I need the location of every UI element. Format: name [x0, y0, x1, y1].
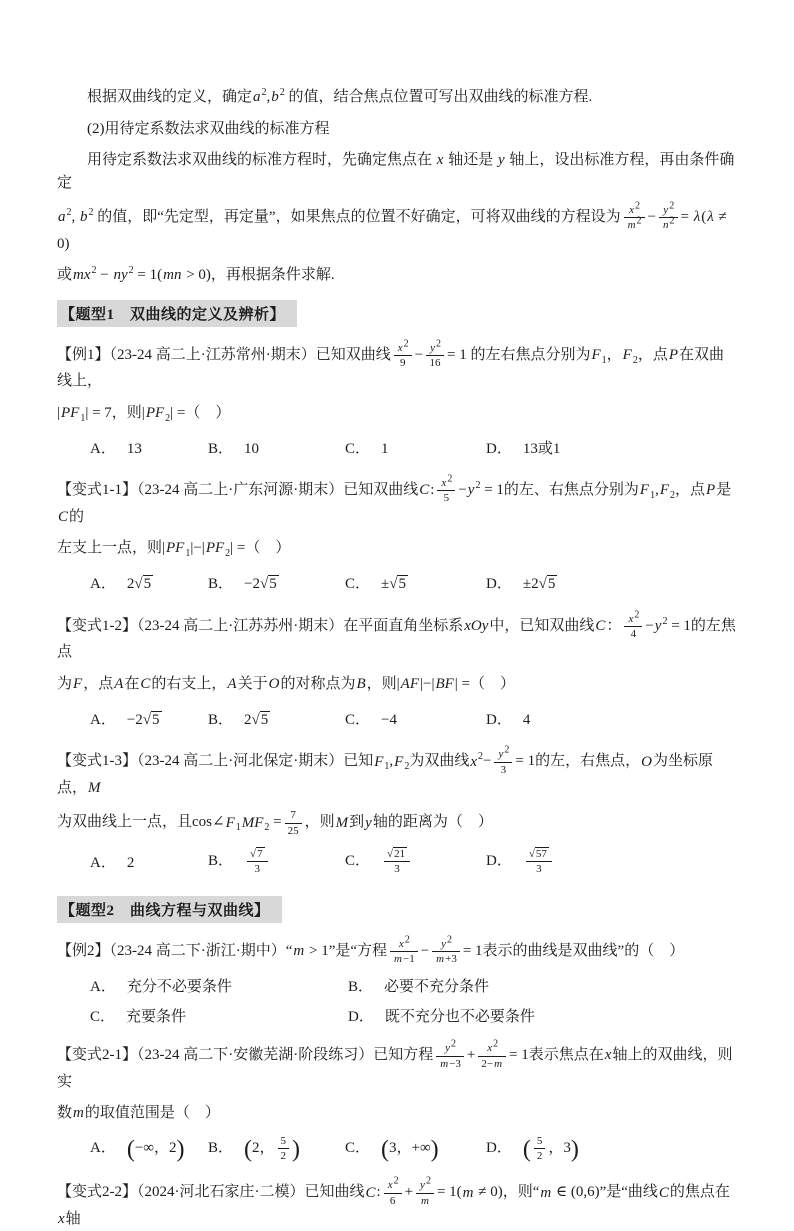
option-label: D． [486, 440, 512, 457]
variant-1-3-options [57, 847, 738, 877]
variant-1-3-option-B: B． $\frac{√7}{3}$ [208, 847, 345, 877]
intro-line-2: (2)用待定系数法求双曲线的标准方程 [87, 120, 330, 137]
variant-1-3-option-D: D． $\frac{√57}{3}$ [486, 847, 738, 877]
option-label: C． [90, 1009, 116, 1026]
variant-2-1-option-B: B． (2， $\frac{5}{2}$ ) [208, 1134, 301, 1163]
option-label: A． [90, 855, 116, 872]
example-1-option-A: A． 13 [90, 440, 142, 457]
option-label: C． [345, 440, 371, 457]
problem-example-1 [57, 337, 738, 462]
variant-2-1-option-C: C． (3，+∞) [345, 1136, 439, 1163]
variant-2-1-line-1: 【变式2-1】（23-24 高二下·安徽芜湖·阶段练习）已知方程 $\frac{y^2}{m-3}$ + $\frac{x^2}{2-m}$ = 1表示焦点在x轴上的双曲线，则实 [57, 1038, 733, 1090]
intro-section [57, 86, 738, 287]
variant-1-1-options [57, 569, 738, 597]
option-label: B． [208, 576, 234, 593]
section-2 [57, 892, 738, 1231]
variant-1-1-line-2: 左支上一点，则$|PF_1|-|PF_2|$ =（ ） [57, 540, 291, 560]
option-label: D． [486, 853, 512, 870]
option-label: B． [208, 1140, 234, 1157]
option-label: A． [90, 576, 116, 593]
problem-variant-2-1 [57, 1038, 738, 1163]
option-label: C． [345, 576, 371, 593]
section-1-problems [57, 337, 738, 877]
option-label: D． [486, 1140, 512, 1157]
option-label: A． [90, 711, 116, 728]
option-label: C． [345, 711, 371, 728]
example-2-option-B: B． 必要不充分条件 [348, 979, 490, 996]
option-label: C． [345, 853, 371, 870]
example-1-option-B: B． 10 [208, 440, 260, 457]
example-2-option-A: A． 充分不必要条件 [90, 979, 232, 996]
variant-2-1-line-2: 数m的取值范围是（ ） [57, 1105, 220, 1122]
section-2-problems [57, 934, 738, 1231]
variant-1-1-option-B: B． −2√5 [208, 576, 277, 593]
option-label: A． [90, 440, 116, 457]
problem-example-2 [57, 934, 738, 1027]
option-label: D． [486, 576, 512, 593]
variant-1-1-line-1: 【变式1-1】（23-24 高二上·广东河源·期末）已知双曲线C: $\frac{x^2}{5}$ $-y^2 = 1$的左、右焦点分别为$F_1,F_2$，点P是C的 [57, 473, 732, 525]
section-1 [57, 296, 738, 877]
variant-1-2-option-D: D． 4 [486, 711, 531, 728]
variant-1-3-line-2: 为双曲线上一点，且$\cos\angle F_1MF_2$ = $\frac{7}{25}$ ，则M到y轴的距离为（ ） [57, 809, 493, 837]
option-label: D． [348, 1009, 374, 1026]
variant-1-2-line-2: 为F，点A在C的右支上，A关于O的对称点为B，则|AF|−|BF| =（ ） [57, 675, 515, 692]
example-1-options [57, 433, 738, 461]
variant-1-2-option-A: A． −2√5 [90, 711, 160, 728]
intro-line-1: 根据双曲线的定义，确定$a^2,b^2$ 的值，结合焦点位置可写出双曲线的标准方程. [87, 87, 593, 105]
option-label: D． [486, 711, 512, 728]
example-1-line-2: $|PF_1| = 7$，则$|PF_2|$ =（ ） [57, 404, 231, 424]
problem-variant-2-2 [57, 1175, 738, 1230]
variant-1-1-option-A: A． 2√5 [90, 576, 152, 593]
example-1-option-C: C． 1 [345, 440, 389, 457]
option-label: C． [345, 1139, 371, 1156]
example-1-line-1: 【例1】（23-24 高二上·江苏常州·期末）已知双曲线 $\frac{x^2}{9}$ − $\frac{y^2}{16}$ = 1 的左右焦点分别为$F_1$，$F_2$，点P在双曲线上， [57, 337, 725, 390]
option-label: A． [90, 1139, 116, 1156]
option-label: B． [208, 853, 234, 870]
example-2-option-D: D． 既不充分也不必要条件 [348, 1009, 535, 1026]
intro-line-5: 或$mx^2 - ny^2 = 1(mn > 0)$，再根据条件求解. [57, 265, 335, 284]
option-label: B． [208, 440, 234, 457]
option-label: B． [348, 979, 374, 996]
variant-1-1-option-D: D． ±2√5 [486, 576, 556, 593]
variant-1-1-option-C: C． ±√5 [345, 576, 406, 593]
variant-2-2-line-1: 【变式2-2】（2024·河北石家庄·二模）已知曲线C: $\frac{x^2}{6}$ + $\frac{y^2}{m}$ = 1(m ≠ 0)，则“m ∈ (0,6)”是“曲线C的焦点在x轴 [57, 1175, 730, 1228]
variant-1-2-option-B: B． 2√5 [208, 711, 269, 728]
intro-line-4: $a^2$, $b^2$ 的值，即“先定型，再定量”，如果焦点的位置不好确定，可将双曲线的方程设为 $\frac{x^2}{m^2}$ − $\frac{y^2}{n^2}$ = λ(λ ≠ 0) [57, 200, 727, 252]
example-2-option-C: C． 充要条件 [90, 1009, 187, 1026]
variant-2-1-option-A: A． (−∞，2) [90, 1136, 185, 1163]
variant-2-1-options [57, 1134, 738, 1164]
section-1-header: 【题型1 双曲线的定义及辨析】 [57, 300, 297, 327]
problem-variant-1-1 [57, 473, 738, 597]
variant-1-3-option-C: C． $\frac{√21}{3}$ [345, 847, 486, 877]
variant-1-3-line-1: 【变式1-3】（23-24 高二上·河北保定·期末）已知$F_1,F_2$为双曲线$x^2-$ $\frac{y^2}{3}$ = 1的左，右焦点，O为坐标原点，M [57, 744, 713, 796]
variant-1-2-options [57, 704, 738, 732]
variant-1-2-line-1: 【变式1-2】（23-24 高二上·江苏苏州·期末）在平面直角坐标系xOy中，已知双曲线C： $\frac{x^2}{4}$ $-y^2 = 1$的左焦点 [57, 609, 736, 661]
section-2-header: 【题型2 曲线方程与双曲线】 [57, 896, 282, 923]
problem-variant-1-2 [57, 609, 738, 733]
variant-2-1-option-D: D． ( $\frac{5}{2}$ ，3) [486, 1134, 579, 1163]
option-label: B． [208, 711, 234, 728]
problem-variant-1-3 [57, 744, 738, 876]
example-2-options [57, 975, 738, 1026]
option-label: A． [90, 979, 116, 996]
variant-1-3-option-A: A． 2 [90, 855, 135, 872]
variant-1-2-option-C: C． −4 [345, 711, 397, 728]
example-1-option-D: D． 13或1 [486, 440, 561, 457]
intro-line-3: 用待定系数法求双曲线的标准方程时，先确定焦点在 x 轴还是 y 轴上，设出标准方程，再由条件确定 [57, 152, 735, 191]
example-2-line-1: 【例2】（23-24 高二下·浙江·期中）“m > 1”是“方程 $\frac{x^2}{m-1}$ − $\frac{y^2}{m+3}$ = 1表示的曲线是双曲线”的（ ） [57, 934, 685, 965]
